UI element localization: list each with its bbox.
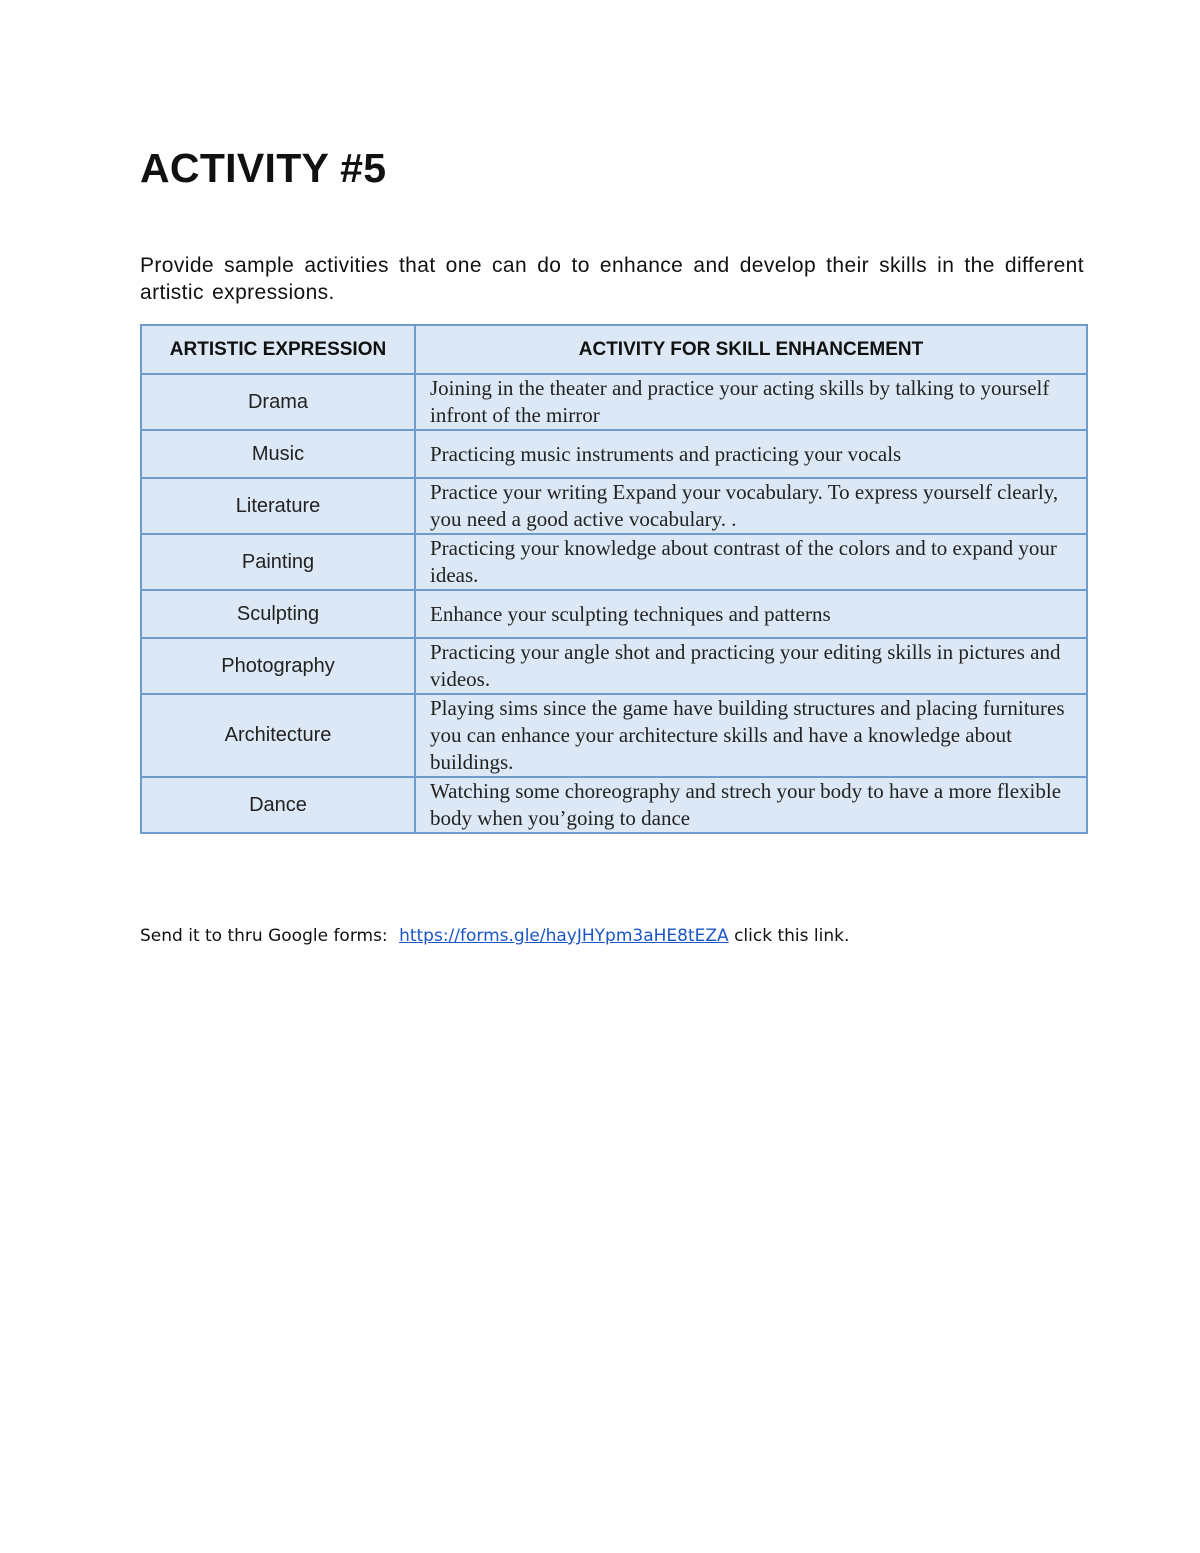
table-row: [141, 374, 1087, 430]
table-row: [141, 638, 1087, 694]
header-artistic-expression: ARTISTIC EXPRESSION: [141, 325, 415, 374]
expression-cell: Literature: [141, 478, 415, 534]
page-title: ACTIVITY #5: [140, 145, 387, 191]
activities-table: [140, 324, 1088, 834]
instructions-paragraph: Provide sample activities that one can do to enhance and develop their skills in the different artistic expressions.: [140, 254, 1084, 304]
table-row: [141, 478, 1087, 534]
expression-cell: Painting: [141, 534, 415, 590]
activity-cell: Practicing your knowledge about contrast of the colors and to expand your ideas.: [415, 534, 1087, 590]
expression-cell: Dance: [141, 777, 415, 833]
expression-cell: Sculpting: [141, 590, 415, 638]
expression-cell: Drama: [141, 374, 415, 430]
table-row: [141, 430, 1087, 478]
document-page: [140, 140, 1084, 834]
activity-cell: Joining in the theater and practice your acting skills by talking to yourself infront of the mirror: [415, 374, 1087, 430]
activity-cell: Enhance your sculpting techniques and patterns: [415, 590, 1087, 638]
footer-suffix-text: click this link.: [734, 926, 850, 946]
footer-prefix-text: Send it to thru Google forms:: [140, 926, 388, 946]
activity-cell: Practicing music instruments and practicing your vocals: [415, 430, 1087, 478]
table-row: [141, 777, 1087, 833]
activity-cell: Practice your writing Expand your vocabulary. To express yourself clearly, you need a good active vocabulary. .: [415, 478, 1087, 534]
activity-cell: Playing sims since the game have building structures and placing furnitures you can enhance your architecture skills and have a knowledge about buildings.: [415, 694, 1087, 777]
table-header-row: [141, 325, 1087, 374]
header-activity-for-skill-enhancement: ACTIVITY FOR SKILL ENHANCEMENT: [415, 325, 1087, 374]
table-row: [141, 590, 1087, 638]
google-forms-link[interactable]: https://forms.gle/hayJHYpm3aHE8tEZA: [399, 926, 729, 946]
submission-instructions: [140, 924, 849, 948]
expression-cell: Photography: [141, 638, 415, 694]
table-row: [141, 694, 1087, 777]
expression-cell: Music: [141, 430, 415, 478]
activity-cell: Practicing your angle shot and practicing your editing skills in pictures and videos.: [415, 638, 1087, 694]
expression-cell: Architecture: [141, 694, 415, 777]
table-row: [141, 534, 1087, 590]
activity-cell: Watching some choreography and strech your body to have a more flexible body when you’going to dance: [415, 777, 1087, 833]
